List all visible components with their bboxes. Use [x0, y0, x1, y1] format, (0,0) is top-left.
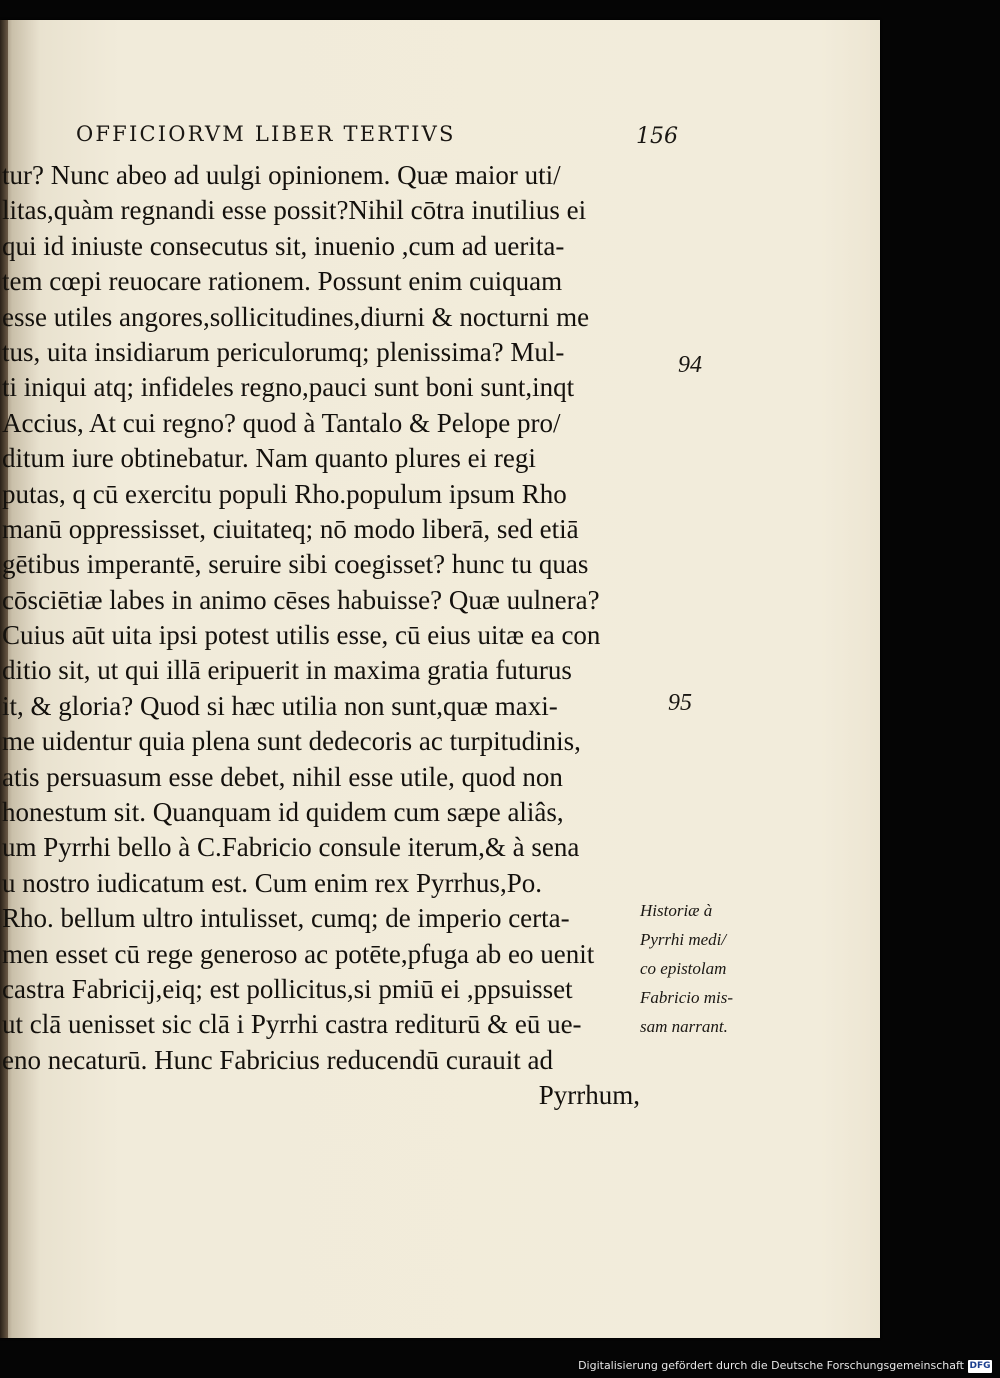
funding-credit: Digitalisierung gefördert durch die Deutsche Forschungsgemeinschaft — [578, 1359, 964, 1372]
text-line: esse utiles angores,sollicitudines,diurni & nocturni me — [2, 301, 590, 332]
text-line: tem cœpi reuocare rationem. Possunt enim cuiquam — [2, 266, 563, 297]
page-header — [76, 122, 686, 162]
text-line: castra Fabricij,eiq; est pollicitus,si pmiū ei ,ppsuisset — [2, 973, 573, 1004]
margin-section-number: 94 — [678, 352, 702, 378]
marginal-note — [640, 896, 770, 1041]
marginal-note-line: co epistolam — [640, 959, 727, 978]
marginal-note-line: Historiæ à — [640, 901, 713, 920]
text-line: ditio sit, ut qui illā eripuerit in maxima gratia futurus — [2, 655, 572, 686]
marginal-note-line: Pyrrhi medi/ — [640, 930, 727, 949]
text-line: Cuius aūt uita ipsi potest utilis esse, cū eius uitæ ea con — [2, 620, 601, 651]
text-line: ut clā uenisset sic clā i Pyrrhi castra rediturū & eū ue- — [2, 1009, 582, 1040]
text-line: u nostro iudicatum est. Cum enim rex Pyrrhus,Po. — [2, 867, 542, 898]
text-line: um Pyrrhi bello à C.Fabricio consule iterum,& à sena — [2, 832, 580, 863]
text-line: ditum iure obtinebatur. Nam quanto plures ei regi — [2, 443, 536, 474]
margin-section-number: 95 — [668, 690, 692, 716]
text-line: tur? Nunc abeo ad uulgi opinionem. Quæ maior uti/ — [2, 160, 561, 190]
text-line: atis persuasum esse debet, nihil esse utile, quod non — [2, 761, 563, 792]
text-line: qui id iniuste consecutus sit, inuenio ,cum ad uerita- — [2, 230, 565, 261]
text-line: cōsciētiæ labes in animo cēses habuisse? Quæ uulnera? — [2, 584, 600, 615]
body-text — [2, 158, 662, 1114]
text-line: eno necaturū. Hunc Fabricius reducendū curauit ad — [2, 1044, 554, 1075]
text-line: Rho. bellum ultro intulisset, cumq; de imperio certa- — [2, 903, 570, 934]
text-line: ti iniqui atq; infideles regno,pauci sunt boni sunt,inqt — [2, 372, 575, 403]
text-line: manū oppressisset, ciuitateq; nō modo liberā, sed etiā — [2, 513, 579, 544]
catchword: Pyrrhum, — [538, 1080, 640, 1111]
dfg-logo-icon: DFG — [969, 1361, 991, 1371]
text-line: gētibus imperantē, seruire sibi coegisset? hunc tu quas — [2, 549, 589, 580]
page-number: 156 — [636, 124, 678, 149]
text-line: Accius, At cui regno? quod à Tantalo & Pelope pro/ — [2, 407, 561, 438]
marginal-note-line: sam narrant. — [640, 1017, 728, 1036]
text-line: men esset cū rege generoso ac potēte,pfuga ab eo uenit — [2, 938, 595, 969]
text-line: putas, q cū exercitu populi Rho.populum ipsum Rho — [2, 478, 567, 509]
text-line: me uidentur quia plena sunt dedecoris ac turpitudinis, — [2, 726, 581, 757]
text-line: it, & gloria? Quod si hæc utilia non sunt,quæ maxi- — [2, 690, 558, 721]
text-line: honestum sit. Quanquam id quidem cum sæpe aliâs, — [2, 797, 564, 828]
marginal-note-line: Fabricio mis- — [640, 988, 734, 1007]
running-title: OFFICIORVM LIBER TERTIVS — [76, 122, 456, 146]
text-line: litas,quàm regnandi esse possit?Nihil cōtra inutilius ei — [2, 195, 587, 226]
text-line: tus, uita insidiarum periculorumq; plenissima? Mul- — [2, 336, 565, 367]
